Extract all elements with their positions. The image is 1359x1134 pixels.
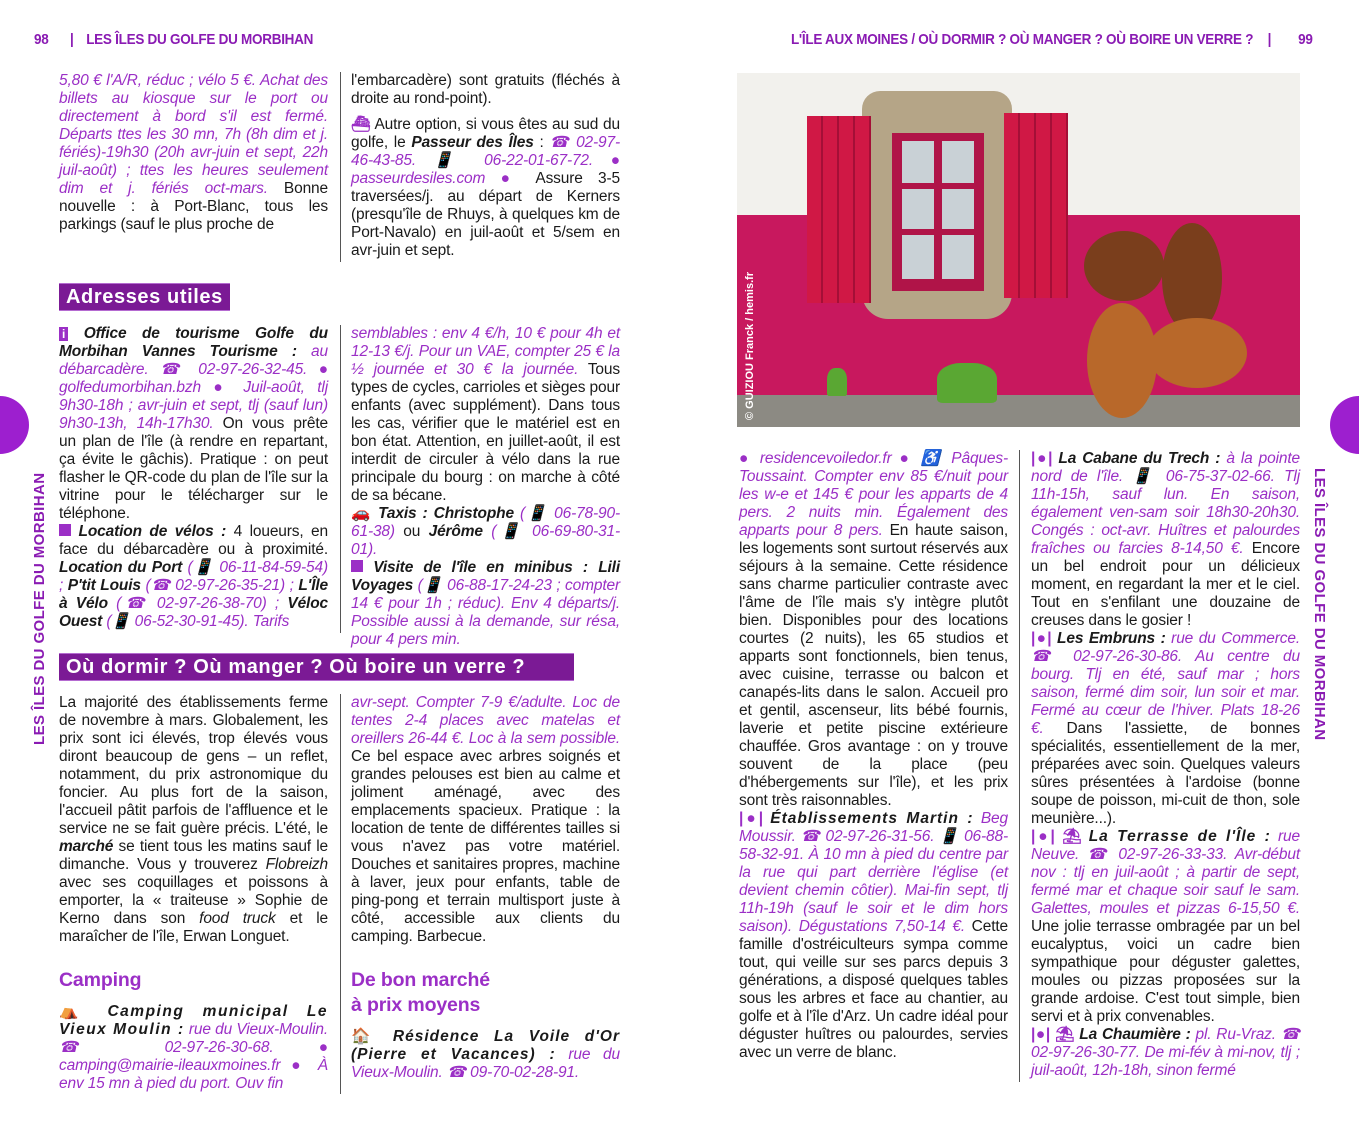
martin-name: Établissements Martin : [770,810,974,827]
column-divider [340,694,341,1094]
running-head-title: L'ÎLE AUX MOINES / OÙ DORMIR ? OÙ MANGER ? OÙ BOIRE UN VERRE ? [791,31,1254,48]
column-divider [1019,450,1020,1082]
restaurant-icon: |●| [1031,630,1052,647]
parking-cont: l'embarcadère) sont gratuits (fléchés à droite au rond-point). [351,72,620,107]
car-icon: 🚗 [351,505,373,522]
bullet-square-icon [351,560,363,572]
boat-icon: ⛴ [351,116,371,133]
left-col2-adresses: semblables : env 4 €/h, 10 € pour 4h et 12-13 €/j. Pour un VAE, compter 25 € la ½ journée et 30 € la journée. Tous types de cycles, carrioles et sièges pour enfants (avec supplément). Dans tous les cas, vérifier que le matériel est en bon état. Attention, en juillet-août, il est interdit de circuler à vélo dans la rue principale du bourg : on marche à côté de sa bécane. 🚗 Taxis : Christophe (📱 06-78-90-61-38) ou Jérôme (📱 06-69-80-31-01). Visite de l'île en minibus : Lili Voyages (📱 06-88-17-24-23 ; compter 14 € pour 1h ; réduc). Env 4 départs/j. Possible aussi à la demande, sur résa, pour 4 pers min. [351,325,620,648]
restaurant-icon: |●| [1031,450,1053,467]
residence-info-cont: ● residencevoiledor.fr ● ♿ Pâques-Toussaint. Compter env 85 €/nuit pour les w-e et 145 € pour les apparts de 4 pers. 2 nuits min. Également des apparts pour 8 pers. [739,450,1008,539]
restaurant-icon: |●| [1031,828,1055,845]
left-col1-adresses: i Office de tourisme Golfe du Morbihan Vannes Tourisme : au débarcadère. ☎ 02-97-26-32-45. ● golfedumorbihan.bzh ● Juil-août, tlj 9h30-18h ; avr-juin et sept, tlj (sauf lun) 9h30-13h, 14h-17h30. On vous prête un plan de l'île (à rendre en repartant, ça évite le gâchis). Pratique : on peut flasher le QR-code du plan de l'île sur la vitrine pour le télécharger sur le téléphone. Location de vélos : 4 loueurs, en face du débarcadère ou à proximité. Location du Port (📱 06-11-84-59-54) ; P'tit Louis (☎ 02-97-26-35-21) ; L'Île à Vélo (☎ 02-97-26-38-70) ; Véloc Ouest (📱 06-52-30-91-45). Tarifs [59,325,328,630]
velos-name: Location de vélos : [78,523,227,540]
side-label-right: LES ÎLES DU GOLFE DU MORBIHAN [1311,468,1328,741]
tarifs-info: semblables : env 4 €/h, 10 € pour 4h et 12-13 €/j. Pour un VAE, compter 25 € la ½ journée et 30 € la journée. [351,325,620,378]
running-head-right [791,31,1313,48]
house-icon: 🏠 [351,1028,380,1045]
separator: | [70,31,74,48]
tent-icon: ⛺ [59,1003,91,1020]
minibus-name: Visite de l'île en minibus : Lili Voyages [351,559,620,594]
camping-info: rue du Vieux-Moulin. ☎ 02-97-26-30-68. ● camping@mairie-ileauxmoines.fr ● À env 15 mn à pied du port. Ouv fin [59,1021,328,1092]
separator: | [1268,31,1272,48]
right-col2: |●| La Cabane du Trech : à la pointe nord de l'île. 📱 06-75-37-02-66. Tlj 11h-15h, sauf lun. En saison, également ven-sam soir 18h30-20h30. Congés : oct-avr. Huîtres et palourdes fraîches ou farcies 8-14,50 €. Encore un bel endroit pour un délicieux moment, en regardant la mer et le ciel. Tout en s'enfilant une douzaine de creuses dans le gosier ! |●| Les Embruns : rue du Commerce. ☎ 02-97-26-30-86. Au centre du bourg. Tlj en été, sauf mar ; hors saison, fermé dim soir, lun soir et mar. Fermé au cœur de l'hiver. Plats 18-26 €. Dans l'assiette, de bonnes spécialités, essentiellement de la mer, préparées avec soin. Quelques valeurs sûres présentées à l'ardoise (bonne soupe de poisson, mi-cuit de thon, sole meunière...). |●| ⛱ La Terrasse de l'Île : rue Neuve. ☎ 02-97-26-33-33. Avr-début nov : tlj en juil-août ; à partir de sept, fermé mar et chaque soir sauf le sam. Galettes, moules et pizzas 6-15,50 €. Une jolie terrasse ombragée par un bel eucalyptus, voici un cadre bien sympathique pour déguster galettes, moules ou pizzas proposées sur la grande ardoise. C'est tout simple, bien servi et à prix convenables. |●| ⛱ La Chaumière : pl. Ru-Vraz. ☎ 02-97-26-30-77. De mi-fév à mi-nov, tlj ; juil-août, 12h-18h, sinon fermé [1031,450,1300,1079]
running-head-left [34,31,313,48]
left-col1-dormir: La majorité des établissements ferme de novembre à mars. Globalement, les prix sont ici élevés, trop élevés vous diront beaucoup de gens – un reflet, notamment, du prix astronomique du foncier. Au plus fort de la saison, l'accueil pâtit parfois de l'affluence et le service ne se fait guère précis. L'été, le marché se tient tous les matins sauf le dimanche. Vous y trouverez Flobreizh avec ses coquillages et poissons à emporter, la « traiteuse » Sophie de Kerno dans son food truck et le maraîcher de l'île, Erwan Longuet. Camping ⛺ Camping municipal Le Vieux Moulin : rue du Vieux-Moulin. ☎ 02-97-26-30-68. ● camping@mairie-ileauxmoines.fr ● À env 15 mn à pied du port. Ouv fin [59,694,328,1092]
terrasse-name: La Terrasse de l'Île : [1088,828,1271,845]
office-info: au débarcadère. ☎ 02-97-26-32-45. ● golfedumorbihan.bzh ● Juil-août, tlj 9h30-18h ; avr-juin et sept, tlj (sauf lun) 9h30-13h, 14h-17h30. [59,343,328,432]
residence-name: Résidence La Voile d'Or (Pierre et Vacances) : [351,1028,620,1063]
embruns-name: Les Embruns : [1057,630,1166,647]
info-icon: i [59,327,68,341]
left-col2-dormir: avr-sept. Compter 7-9 €/adulte. Loc de tentes 2-4 places avec matelas et oreillers 26-44 €. Loc à la sem possible. Ce bel espace avec arbres soignés et grandes pelouses est bien au calme et joliment aménagé, avec des emplacements spacieux. Pratique : la location de tente de différentes tailles si vous n'avez pas votre matériel. Douches et sanitaires propres, machine à laver, jeux pour enfants, table de ping-pong et terrain multisport juste à côté, accessible aux clients du camping. Barbecue. De bon marché à prix moyens 🏠 Résidence La Voile d'Or (Pierre et Vacances) : rue du Vieux-Moulin. ☎ 09-70-02-28-91. [351,694,620,1081]
ferry-info: 5,80 € l'A/R, réduc ; vélo 5 €. Achat des billets au kiosque sur le port ou directement à bord s'il est fermé. Départs ttes les 30 mn, 7h (8h dim et j. fériés)-19h30 (20h avr-juin et sept, 22h juil-août) ; ttes les heures seulement dim et j. fériés oct-mars. [59,72,328,197]
side-label-left: LES ÎLES DU GOLFE DU MORBIHAN [31,472,48,745]
taxi-name: Taxis : Christophe [378,505,514,522]
left-col2-top: l'embarcadère) sont gratuits (fléchés à droite au rond-point). ⛴ Autre option, si vous êtes au sud du golfe, le Passeur des Îles : ☎ 02-97-46-43-85. 📱 06-22-01-67-72. ● passeurdesiles.com ● Assure 3-5 traversées/j. au départ de Kerners (presqu'île de Rhuys, à quelques km de Port-Navalo) en juil-août et 5/sem en avr-juin et sept. [351,72,620,259]
section-heading-dormir: Où dormir ? Où manger ? Où boire un verre ? [59,653,574,681]
photo-window-propeller [737,73,1300,427]
office-name: Office de tourisme Golfe du Morbihan Vannes Tourisme : [59,325,328,360]
residence-info: rue du Vieux-Moulin. ☎ 09-70-02-28-91. [351,1046,620,1081]
terrace-umbrella-icon: ⛱ [1061,828,1082,845]
passeur-name: Passeur des Îles [411,134,534,151]
right-col1: ● residencevoiledor.fr ● ♿ Pâques-Toussaint. Compter env 85 €/nuit pour les w-e et 145 € pour les apparts de 4 pers. 2 nuits min. Également des apparts pour 8 pers. En haute saison, les logements sont surtout réservés aux séjours à la semaine. Cette résidence sans charme particulier contraste avec l'âme de l'île mais s'y intègre plutôt bien. Disponibles pour des locations courtes (2 nuits), les 65 studios et apparts sont fonctionnels, bien tenus, avec cuisine, terrasse ou balcon et canapés-lits dans le salon. Accueil pro et gentil, ascenseur, lits bébé fournis, laverie et petite piscine extérieure chauffée. Gros avantage : on y trouve souvent de la place (peu d'hébergements sur l'île), et les prix sont très raisonnables. |●| Établissements Martin : Beg Moussir. ☎ 02-97-26-31-56. 📱 06-88-58-32-91. À 10 mn à pied du centre par la rue qui part derrière l'église (et devient chemin côtier). Mai-fin sept, tlj 11h-19h (sauf le soir et le dim hors saison). Dégustations 7,50-14 €. Cette famille d'ostréiculteurs sympa comme tout, qui veille sur ses parcs depuis 3 générations, a disposé quelques tables sous les arbres et face au chantier, au golfe et à l'île d'Arz. Un cadre idéal pour déguster huîtres ou palourdes, servies avec un verre de blanc. [739,450,1008,1061]
chaumiere-name: La Chaumière : [1079,1026,1191,1043]
parking-text: Bonne nouvelle : à Port-Blanc, tous les parkings (sauf le plus proche de [59,180,328,233]
bullet-square-icon [59,524,71,536]
section-heading-adresses: Adresses utiles [59,283,230,311]
left-col1-top [59,72,328,234]
restaurant-icon: |●| [1031,1026,1051,1043]
passeur-contact: ☎ 02-97-46-43-85. 📱 06-22-01-67-72. ● passeurdesiles.com ● [351,134,620,187]
running-head-title: LES ÎLES DU GOLFE DU MORBIHAN [86,31,314,48]
page-number: 99 [1298,31,1313,48]
cabane-name: La Cabane du Trech : [1058,450,1221,467]
page-number: 98 [34,31,49,48]
terrace-umbrella-icon: ⛱ [1054,1026,1075,1043]
subheading-bon-marche: De bon marché à prix moyens [351,969,490,1016]
column-divider [340,72,341,262]
column-divider [340,325,341,633]
restaurant-icon: |●| [739,810,763,827]
camping-name: Camping municipal Le Vieux Moulin : [59,1003,328,1038]
photo-credit: © GUIZIOU Franck / hemis.fr [744,271,756,420]
subheading-camping: Camping [59,969,142,991]
martin-info: Beg Moussir. ☎ 02-97-26-31-56. 📱 06-88-58-32-91. À 10 mn à pied du centre par la rue qui part derrière l'église (et devient chemin côtier). Mai-fin sept, tlj 11h-19h (sauf le soir et le dim hors saison). Dégustations 7,50-14 €. [739,810,1008,935]
